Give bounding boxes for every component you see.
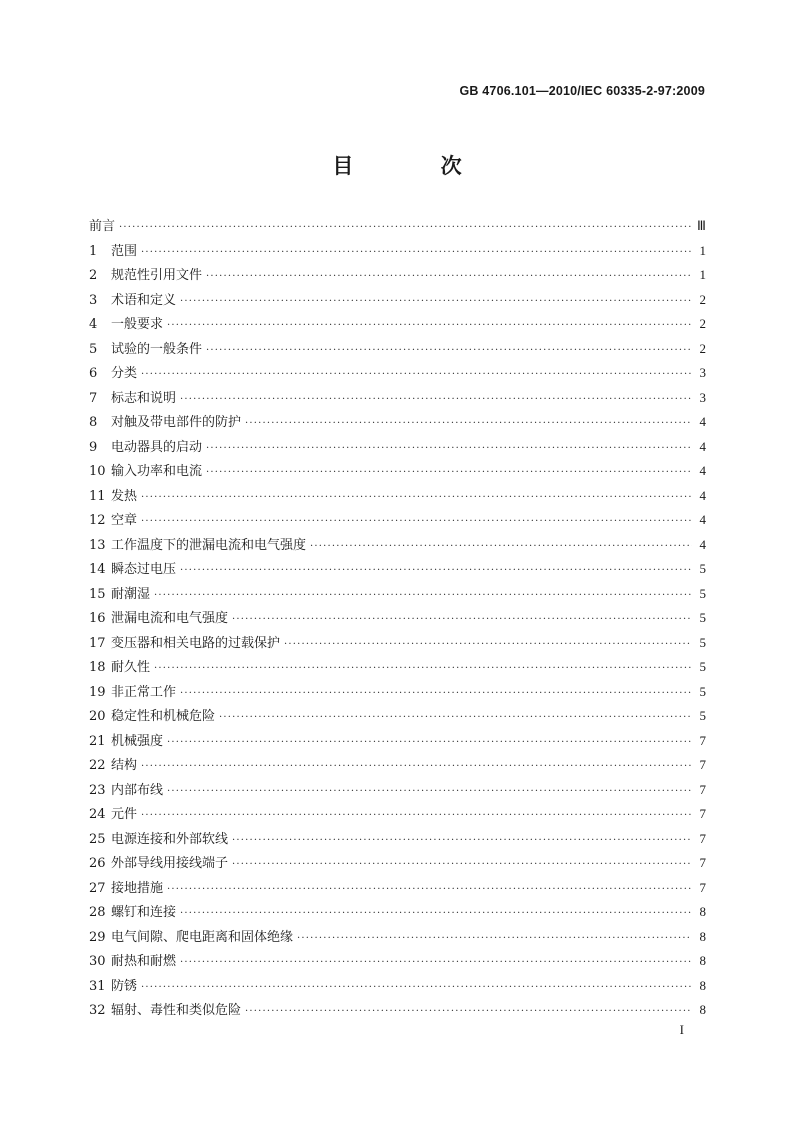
toc-leader-dots <box>284 633 692 658</box>
toc-entry-page: 7 <box>699 879 706 895</box>
toc-entry-page: 7 <box>699 806 706 821</box>
toc-leader-dots <box>232 853 692 878</box>
toc-entry-page: 7 <box>699 781 706 797</box>
standard-code-header: GB 4706.101—2010/IEC 60335-2-97:2009 <box>459 84 705 98</box>
toc-entry-number: 23 <box>89 782 106 798</box>
toc-entry-title: 机械强度 <box>111 733 164 749</box>
toc-leader-dots <box>232 608 692 633</box>
toc-entry-page: 3 <box>699 365 706 380</box>
toc-entry-title: 耐潮湿 <box>111 586 151 602</box>
toc-entry-title: 空章 <box>111 513 138 528</box>
toc-entry-number: 11 <box>89 488 106 504</box>
toc-entry[interactable] <box>89 827 706 852</box>
toc-entry-title: 分类 <box>111 366 138 381</box>
toc-leader-dots <box>154 584 692 609</box>
toc-entry-page: 5 <box>699 659 706 674</box>
toc-leader-dots <box>180 902 692 927</box>
toc-entry-number: 24 <box>89 807 106 822</box>
toc-entry-page: 8 <box>699 953 706 968</box>
toc-entry-title: 元件 <box>111 807 138 822</box>
toc-entry-number: 9 <box>89 439 98 455</box>
toc-entry-title: 外部导线用接线端子 <box>111 856 229 871</box>
toc-entry[interactable] <box>89 459 706 484</box>
toc-entry-page: 4 <box>699 512 706 527</box>
toc-leader-dots <box>180 682 692 707</box>
toc-entry-page: 3 <box>699 389 706 405</box>
toc-entry-title: 输入功率和电流 <box>111 464 203 479</box>
toc-leader-dots <box>245 412 692 437</box>
toc-entry-title: 稳定性和机械危险 <box>111 709 216 724</box>
toc-entry[interactable] <box>89 508 706 533</box>
toc-entry-title: 电源连接和外部软线 <box>111 831 229 847</box>
toc-entry-number: 29 <box>89 929 106 945</box>
toc-entry-title: 术语和定义 <box>111 292 177 308</box>
toc-entry-title: 内部布线 <box>111 782 164 798</box>
toc-leader-dots <box>206 339 692 364</box>
page-title: 目 次 <box>332 153 502 178</box>
toc-entry[interactable] <box>89 312 706 337</box>
toc-entry-page: 4 <box>699 438 706 454</box>
toc-entry-number: 5 <box>89 341 98 357</box>
toc-leader-dots <box>245 1000 692 1025</box>
toc-leader-dots <box>119 216 692 241</box>
toc-entry[interactable] <box>89 557 706 582</box>
toc-entry-page: 1 <box>699 242 706 258</box>
toc-entry-number: 19 <box>89 684 106 700</box>
toc-entry-number: 12 <box>89 513 106 528</box>
toc-leader-dots <box>141 755 692 780</box>
toc-entry-title: 标志和说明 <box>111 390 177 406</box>
toc-leader-dots <box>167 780 692 805</box>
toc-entry[interactable] <box>89 949 706 974</box>
toc-entry[interactable] <box>89 263 706 288</box>
toc-entry[interactable] <box>89 582 706 607</box>
toc-entry[interactable] <box>89 680 706 705</box>
toc-entry[interactable] <box>89 851 706 876</box>
toc-entry[interactable] <box>89 606 706 631</box>
toc-entry-title: 非正常工作 <box>111 684 177 700</box>
table-of-contents <box>89 214 706 1023</box>
toc-entry-page: 4 <box>699 414 706 429</box>
toc-entry-page: 5 <box>699 585 706 601</box>
toc-entry-number: 27 <box>89 880 106 896</box>
toc-leader-dots <box>310 535 692 560</box>
toc-entry[interactable] <box>89 410 706 435</box>
toc-entry-title: 对触及带电部件的防护 <box>111 415 242 430</box>
toc-entry-title: 电气间隙、爬电距离和固体绝缘 <box>111 929 294 945</box>
toc-entry-page: 5 <box>699 708 706 723</box>
toc-entry-page: 5 <box>699 610 706 625</box>
toc-entry-number: 4 <box>89 317 98 332</box>
toc-entry-page: 1 <box>699 267 706 282</box>
toc-leader-dots <box>167 878 692 903</box>
toc-leader-dots <box>141 486 692 511</box>
toc-entry[interactable] <box>89 729 706 754</box>
toc-entry-page: 2 <box>699 316 706 331</box>
toc-entry-title: 泄漏电流和电气强度 <box>111 611 229 626</box>
toc-leader-dots <box>180 290 692 315</box>
toc-leader-dots <box>167 314 692 339</box>
toc-leader-dots <box>141 804 692 829</box>
toc-entry[interactable] <box>89 900 706 925</box>
toc-entry-number: 30 <box>89 954 106 969</box>
toc-entry-page: 2 <box>699 291 706 307</box>
toc-entry[interactable] <box>89 631 706 656</box>
toc-entry-page: 7 <box>699 830 706 846</box>
toc-entry[interactable] <box>89 655 706 680</box>
toc-entry-page: 4 <box>699 536 706 552</box>
toc-leader-dots <box>141 510 692 535</box>
toc-leader-dots <box>232 829 692 854</box>
toc-entry-number: 10 <box>89 464 106 479</box>
toc-entry-title: 发热 <box>111 488 138 504</box>
toc-entry-title: 防锈 <box>111 978 138 994</box>
toc-entry-page: 4 <box>699 487 706 503</box>
toc-entry-page: 8 <box>699 1002 706 1017</box>
toc-entry-title: 范围 <box>111 243 138 259</box>
toc-entry-number: 25 <box>89 831 106 847</box>
toc-entry-page: 8 <box>699 928 706 944</box>
toc-entry[interactable] <box>89 974 706 999</box>
toc-entry-number: 14 <box>89 562 106 577</box>
toc-entry-number: 1 <box>89 243 98 259</box>
toc-entry[interactable] <box>89 214 706 239</box>
toc-entry[interactable] <box>89 484 706 509</box>
toc-leader-dots <box>206 461 692 486</box>
toc-entry-page: 4 <box>699 463 706 478</box>
toc-entry-page: 5 <box>699 634 706 650</box>
toc-entry-page: 8 <box>699 904 706 919</box>
toc-leader-dots <box>180 559 692 584</box>
toc-leader-dots <box>154 657 692 682</box>
toc-entry-page: 5 <box>699 683 706 699</box>
toc-entry[interactable] <box>89 239 706 264</box>
toc-entry-title: 电动器具的启动 <box>111 439 203 455</box>
toc-entry-title: 耐热和耐燃 <box>111 954 177 969</box>
toc-leader-dots <box>219 706 692 731</box>
toc-entry-number: 6 <box>89 366 98 381</box>
toc-entry-page: 7 <box>699 855 706 870</box>
toc-leader-dots <box>141 241 692 266</box>
toc-leader-dots <box>141 976 692 1001</box>
toc-entry[interactable] <box>89 288 706 313</box>
toc-entry-title: 试验的一般条件 <box>111 341 203 357</box>
toc-entry[interactable] <box>89 778 706 803</box>
toc-entry-title: 工作温度下的泄漏电流和电气强度 <box>111 537 307 553</box>
toc-entry-page: 8 <box>699 977 706 993</box>
toc-entry-number: 20 <box>89 709 106 724</box>
toc-entry-number: 13 <box>89 537 106 553</box>
toc-entry-number: 21 <box>89 733 106 749</box>
toc-entry-number: 15 <box>89 586 106 602</box>
toc-entry-number: 16 <box>89 611 106 626</box>
toc-entry-number: 3 <box>89 292 98 308</box>
toc-entry[interactable] <box>89 435 706 460</box>
toc-entry-number: 22 <box>89 758 106 773</box>
toc-entry[interactable] <box>89 753 706 778</box>
toc-leader-dots <box>180 388 692 413</box>
toc-entry-number: 31 <box>89 978 106 994</box>
toc-entry[interactable] <box>89 876 706 901</box>
toc-entry-page: 7 <box>699 757 706 772</box>
toc-entry-title: 辐射、毒性和类似危险 <box>111 1003 242 1018</box>
page-number: I <box>679 1022 684 1037</box>
toc-entry-page: 5 <box>699 561 706 576</box>
toc-leader-dots <box>297 927 692 952</box>
toc-entry-title: 螺钉和连接 <box>111 905 177 920</box>
toc-entry-title: 结构 <box>111 758 138 773</box>
toc-entry-page: Ⅲ <box>697 218 706 233</box>
toc-entry-number: 8 <box>89 415 98 430</box>
toc-leader-dots <box>167 731 692 756</box>
toc-entry-page: 7 <box>699 732 706 748</box>
toc-entry[interactable] <box>89 337 706 362</box>
toc-leader-dots <box>180 951 692 976</box>
toc-leader-dots <box>141 363 692 388</box>
toc-entry-number: 2 <box>89 268 98 283</box>
toc-entry-number: 17 <box>89 635 106 651</box>
toc-entry[interactable] <box>89 361 706 386</box>
toc-leader-dots <box>206 437 692 462</box>
toc-entry-title: 耐久性 <box>111 660 151 675</box>
toc-entry-title: 前言 <box>89 219 116 234</box>
toc-entry-title: 一般要求 <box>111 317 164 332</box>
toc-entry-title: 瞬态过电压 <box>111 562 177 577</box>
toc-entry[interactable] <box>89 533 706 558</box>
toc-entry-number: 32 <box>89 1003 106 1018</box>
toc-entry[interactable] <box>89 998 706 1023</box>
toc-entry-number: 26 <box>89 856 106 871</box>
toc-entry-title: 接地措施 <box>111 880 164 896</box>
toc-entry[interactable] <box>89 386 706 411</box>
toc-entry-title: 变压器和相关电路的过载保护 <box>111 635 281 651</box>
toc-entry[interactable] <box>89 704 706 729</box>
toc-entry-number: 18 <box>89 660 106 675</box>
toc-leader-dots <box>206 265 692 290</box>
toc-entry-number: 7 <box>89 390 98 406</box>
toc-entry[interactable] <box>89 925 706 950</box>
toc-entry-number: 28 <box>89 905 106 920</box>
toc-entry-title: 规范性引用文件 <box>111 268 203 283</box>
toc-entry[interactable] <box>89 802 706 827</box>
toc-entry-page: 2 <box>699 340 706 356</box>
